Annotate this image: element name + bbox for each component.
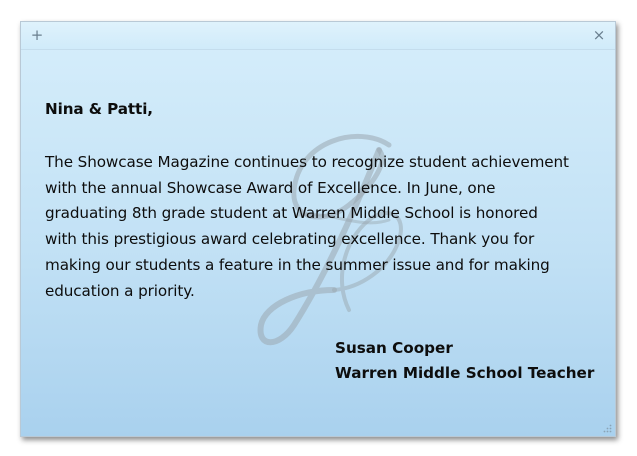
greeting: Nina & Patti, — [45, 100, 153, 118]
resize-grip-icon[interactable] — [602, 423, 612, 433]
note-body — [45, 150, 605, 304]
body-line: graduating 8th grade student at Warren Middle School is honored — [45, 204, 538, 223]
body-line: with this prestigious award celebrating excellence. Thank you for — [45, 230, 535, 249]
body-line: with the annual Showcase Award of Excellence. In June, one — [45, 178, 496, 197]
signature-title: Warren Middle School Teacher — [335, 364, 595, 382]
sticky-note[interactable] — [20, 21, 616, 437]
signature-name: Susan Cooper — [335, 339, 453, 357]
close-icon[interactable]: × — [592, 26, 606, 44]
signature — [335, 336, 594, 386]
note-titlebar[interactable] — [21, 22, 615, 50]
note-content[interactable] — [45, 96, 605, 304]
body-line: making our students a feature in the summer issue and for making — [45, 255, 550, 274]
body-line: The Showcase Magazine continues to recognize student achievement — [45, 153, 569, 171]
plus-icon[interactable]: + — [30, 26, 44, 44]
body-line: education a priority. — [45, 281, 195, 300]
